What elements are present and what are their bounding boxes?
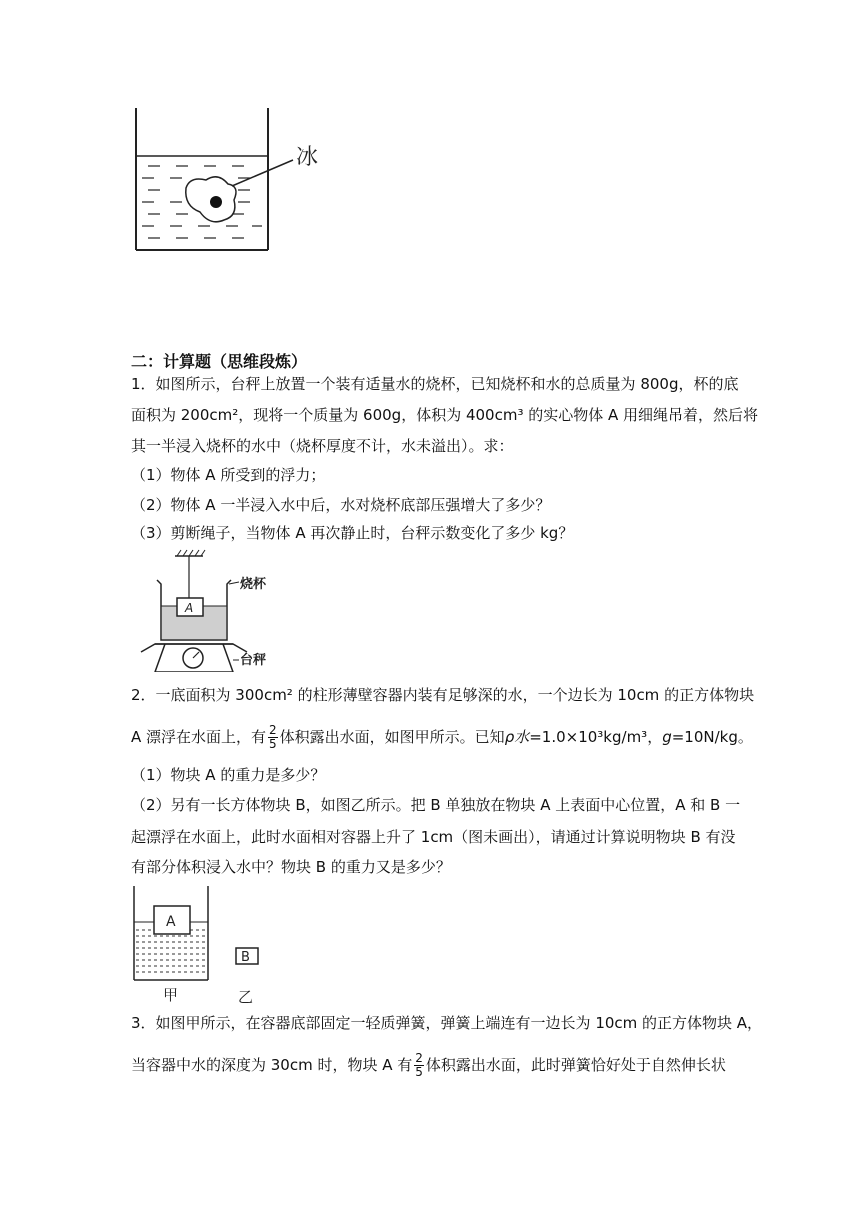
q1-sub3: （3）剪断绳子，当物体 A 再次静止时，台秤示数变化了多少 kg？ [131, 524, 574, 542]
block-a-label-2: A [166, 914, 176, 930]
q1-line1: 1．如图所示，台秤上放置一个装有适量水的烧杯，已知烧杯和水的总质量为 800g，杯的底 [131, 375, 739, 393]
q2-sub2-line3: 有部分体积浸入水中？物块 B 的重力又是多少？ [131, 858, 451, 876]
q3-fraction: $\frac{2}{5}$ [415, 1051, 423, 1079]
section-heading: 二：计算题（思维段炼） [131, 352, 308, 371]
label-yi: 乙 [238, 988, 254, 1006]
q2-fraction: $\frac{2}{5}$ [269, 723, 277, 751]
q1-line2: 面积为 200cm²，现将一个质量为 600g，体积为 400cm³ 的实心物体 A 用细绳吊着，然后将 [131, 406, 759, 424]
container-figure [130, 884, 280, 1006]
q2-line2: A 漂浮在水面上，有 $\frac{2}{5}$ 体积露出水面，如图甲所示。已知ρ水=1.0×10³kg/m³，g=10N/kg。 [131, 723, 753, 751]
q2-sub2-line1: （2）另有一长方体物块 B，如图乙所示。把 B 单独放在物块 A 上表面中心位置，A 和 B 一 [131, 796, 741, 814]
q2-sub1: （1）物块 A 的重力是多少？ [131, 766, 326, 784]
beaker-label: 烧杯 [240, 577, 267, 592]
q1-sub1: （1）物体 A 所受到的浮力； [131, 466, 326, 484]
block-b-label: B [241, 950, 250, 965]
q1-line3: 其一半浸入烧杯的水中（烧杯厚度不计，水未溢出）。求： [131, 437, 514, 455]
block-a-label: A [185, 601, 194, 615]
label-jia: 甲 [163, 986, 179, 1004]
scale-label: 台秤 [240, 653, 267, 668]
q2-sub2-line2: 起漂浮在水面上，此时水面相对容器上升了 1cm（图未画出），请通过计算说明物块 B 有没 [131, 828, 736, 846]
q3-line1: 3．如图甲所示，在容器底部固定一轻质弹簧，弹簧上端连有一边长为 10cm 的正方体物块 A， [131, 1014, 763, 1032]
rho-water: ρ水 [504, 728, 530, 746]
q2-line1: 2．一底面积为 300cm² 的柱形薄壁容器内装有足够深的水，一个边长为 10cm 的正方体物块 [131, 686, 755, 704]
ice-label: 冰 [296, 145, 319, 170]
q1-sub2: （2）物体 A 一半浸入水中后，水对烧杯底部压强增大了多少？ [131, 496, 551, 514]
beaker-scale-figure [135, 548, 295, 672]
ice-beaker-figure [128, 100, 358, 260]
q3-line2: 当容器中水的深度为 30cm 时，物块 A 有 $\frac{2}{5}$ 体积露出水面，此时弹簧恰好处于自然伸长状 [131, 1051, 726, 1079]
